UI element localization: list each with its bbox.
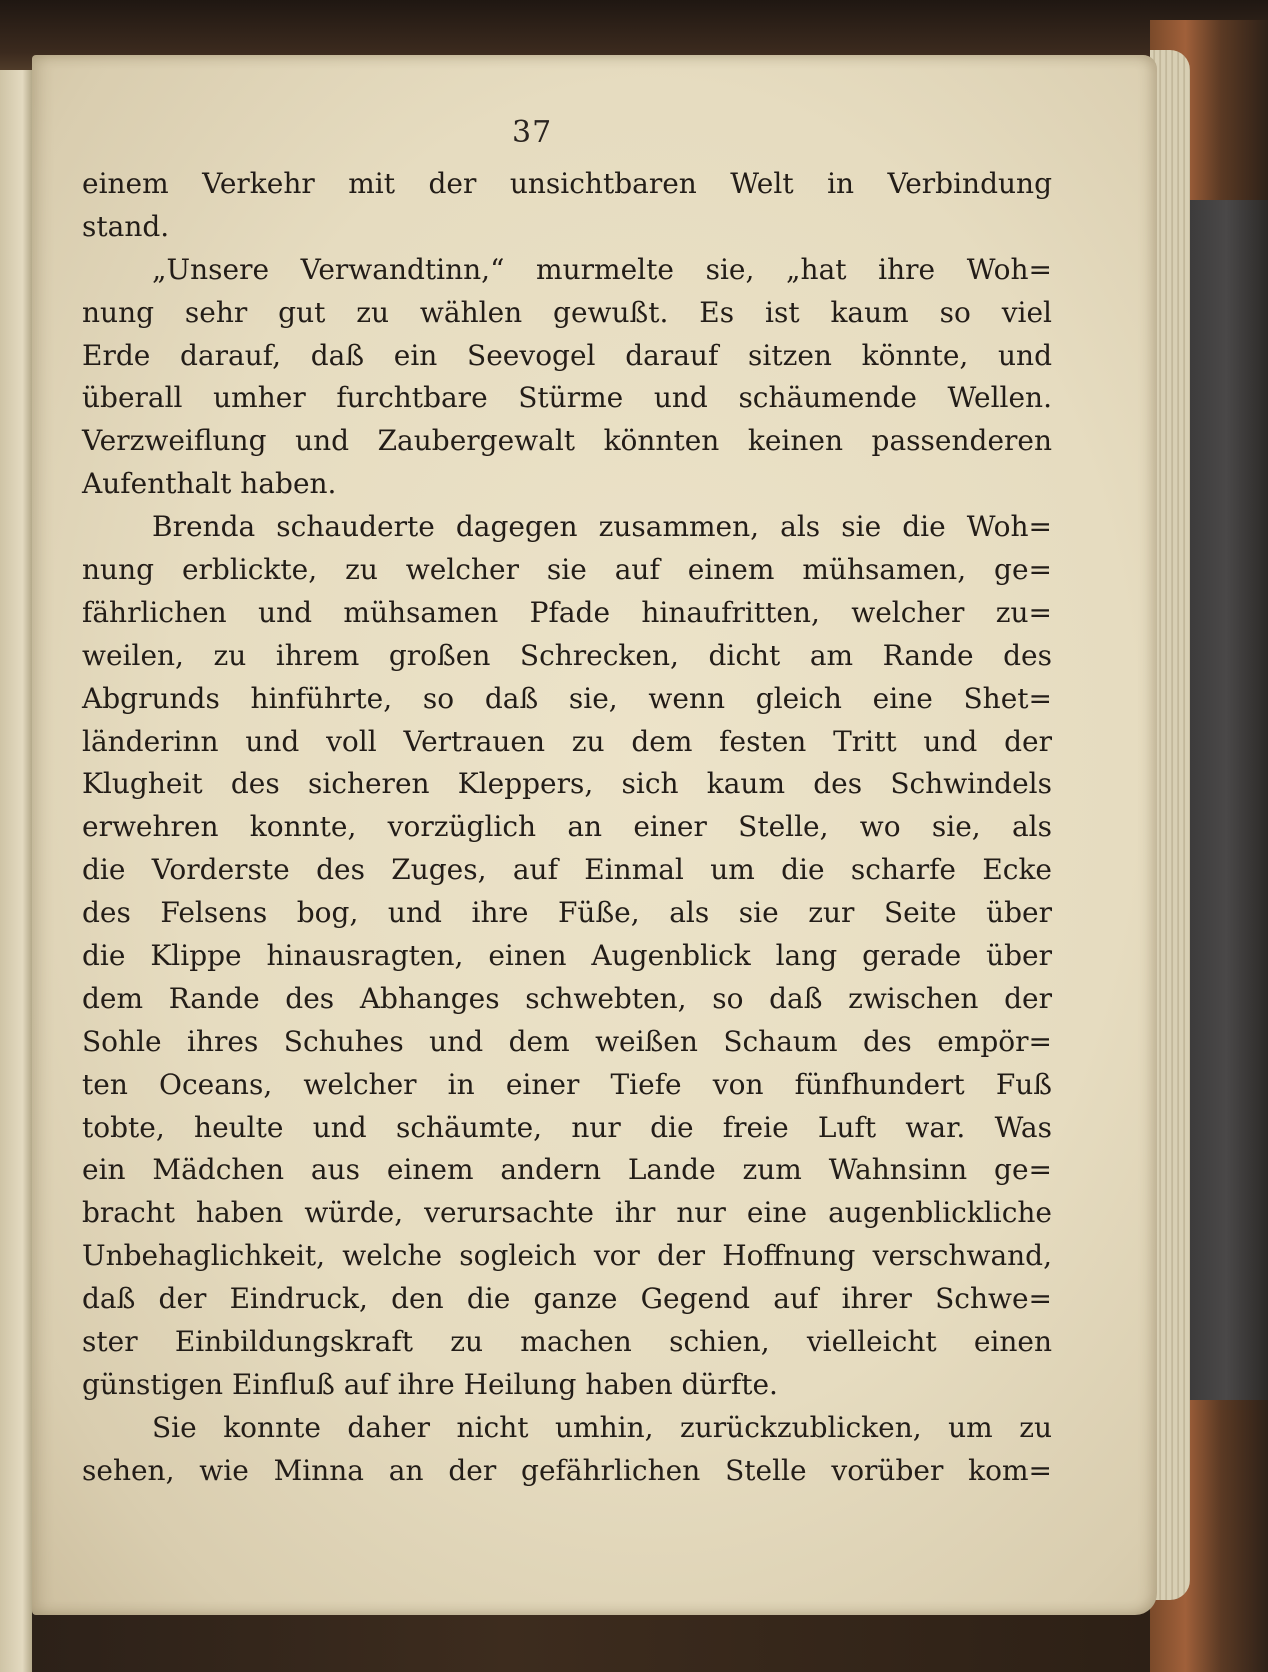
- text-line: ein Mädchen aus einem andern Lande zum Wahnsinn ge=: [82, 1153, 1052, 1187]
- text-line: die Vorderste des Zuges, auf Einmal um die scharfe Ecke: [82, 853, 1052, 887]
- text-line: des Felsens bog, und ihre Füße, als sie zur Seite über: [82, 896, 1052, 930]
- text-line: weilen, zu ihrem großen Schrecken, dicht am Rande des: [82, 638, 1052, 672]
- text-line: Abgrunds hinführte, so daß sie, wenn gleich eine Shet=: [82, 681, 1052, 715]
- text-line: fährlichen und mühsamen Pfade hinaufritten, welcher zu=: [82, 595, 1052, 629]
- text-line: überall umher furchtbare Stürme und schäumende Wellen.: [82, 381, 1052, 415]
- text-line: bracht haben würde, verursachte ihr nur eine augenblickliche: [82, 1196, 1052, 1230]
- book-cover-right-board: [1185, 200, 1268, 1400]
- text-line: Sohle ihres Schuhes und dem weißen Schaum des empör=: [82, 1024, 1052, 1058]
- text-line: Unbehaglichkeit, welche sogleich vor der Hoffnung verschwand,: [82, 1239, 1052, 1273]
- text-line: ten Oceans, welcher in einer Tiefe von fünfhundert Fuß: [82, 1067, 1052, 1101]
- book-page: [32, 55, 1157, 1615]
- page-text: [82, 163, 1052, 1493]
- text-line: Verzweiflung und Zaubergewalt könnten keinen passenderen: [82, 424, 1052, 458]
- text-line: stand.: [82, 209, 170, 243]
- text-line: die Klippe hinausragten, einen Augenblick lang gerade über: [82, 939, 1052, 973]
- text-line: daß der Eindruck, den die ganze Gegend auf ihrer Schwe=: [82, 1282, 1052, 1316]
- text-line: Brenda schauderte dagegen zusammen, als sie die Woh=: [152, 510, 1052, 544]
- text-line: Klugheit des sicheren Kleppers, sich kaum des Schwindels: [82, 767, 1052, 801]
- text-line: ster Einbildungskraft zu machen schien, vielleicht einen: [82, 1325, 1052, 1359]
- left-page-edge: [0, 70, 32, 1672]
- text-line: nung sehr gut zu wählen gewußt. Es ist kaum so viel: [82, 295, 1052, 329]
- text-line: Erde darauf, daß ein Seevogel darauf sitzen könnte, und: [82, 338, 1052, 372]
- text-line: „Unsere Verwandtinn,“ murmelte sie, „hat ihre Woh=: [152, 252, 1052, 286]
- text-line: günstigen Einfluß auf ihre Heilung haben dürfte.: [82, 1367, 778, 1401]
- text-line: nung erblickte, zu welcher sie auf einem mühsamen, ge=: [82, 553, 1052, 587]
- text-line: sehen, wie Minna an der gefährlichen Stelle vorüber kom=: [82, 1453, 1052, 1487]
- text-line: Aufenthalt haben.: [82, 467, 337, 501]
- text-line: dem Rande des Abhanges schwebten, so daß zwischen der: [82, 981, 1052, 1015]
- text-line: Sie konnte daher nicht umhin, zurückzublicken, um zu: [152, 1410, 1052, 1444]
- text-line: einem Verkehr mit der unsichtbaren Welt in Verbindung: [82, 167, 1052, 200]
- text-line: länderinn und voll Vertrauen zu dem festen Tritt und der: [82, 724, 1052, 758]
- text-line: tobte, heulte und schäumte, nur die freie Luft war. Was: [82, 1110, 1052, 1144]
- text-line: erwehren konnte, vorzüglich an einer Stelle, wo sie, als: [82, 810, 1052, 844]
- page-number: 37: [512, 115, 553, 150]
